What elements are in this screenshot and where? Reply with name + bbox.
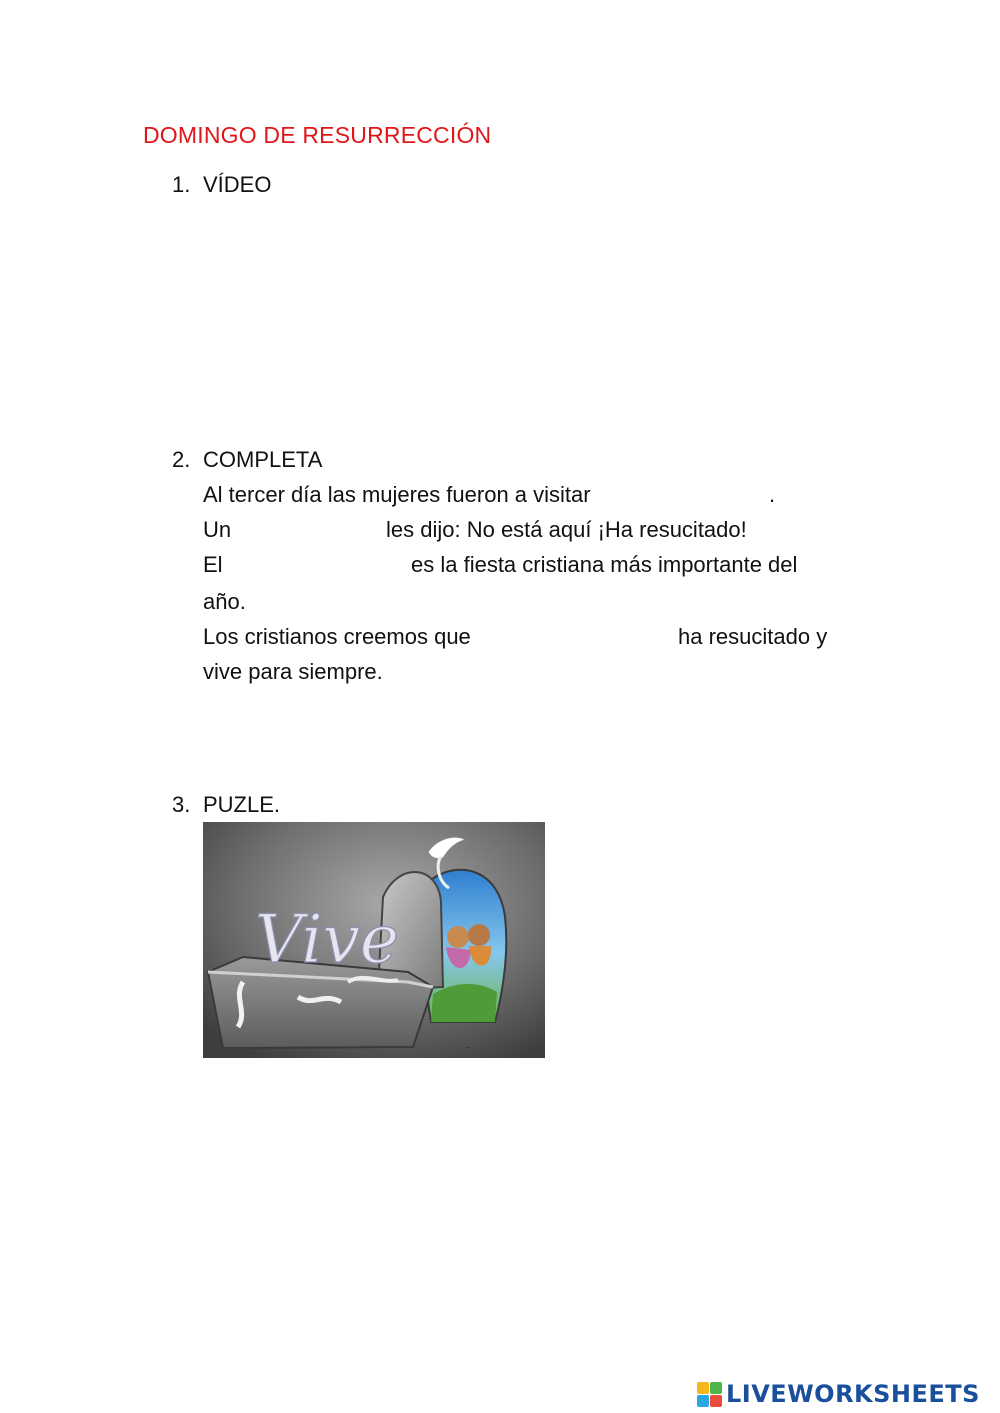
section-2-number: 2.: [172, 447, 191, 472]
blank-input-4[interactable]: [503, 624, 673, 652]
section-1-label: VÍDEO: [203, 172, 272, 197]
empty-tomb-illustration-icon: [203, 822, 545, 1058]
liveworksheets-mark-icon: [697, 1382, 722, 1407]
completa-line-3-start: El: [203, 552, 223, 577]
completa-line-6: vive para siempre.: [203, 659, 383, 684]
completa-line-2-end: les dijo: No está aquí ¡Ha resucitado!: [386, 517, 747, 542]
blank-input-1[interactable]: [642, 482, 767, 510]
completa-line-5-end: ha resucitado y: [678, 624, 828, 649]
page-title: DOMINGO DE RESURRECCIÓN: [143, 122, 492, 148]
liveworksheets-logo: [697, 1377, 980, 1411]
section-1-number: 1.: [172, 172, 191, 197]
section-3-number: 3.: [172, 792, 191, 817]
liveworksheets-brand-text: LIVEWORKSHEETS: [726, 1380, 980, 1408]
blank-input-3[interactable]: [228, 552, 406, 580]
blank-input-2[interactable]: [240, 517, 382, 545]
section-3-label: PUZLE.: [203, 792, 281, 817]
completa-line-1-start: Al tercer día las mujeres fueron a visitar: [203, 482, 591, 507]
completa-line-4: año.: [203, 589, 246, 614]
completa-line-1-end: .: [769, 482, 776, 507]
puzzle-image-word: Vive: [255, 901, 399, 978]
section-2-label: COMPLETA: [203, 447, 323, 472]
completa-line-5-start: Los cristianos creemos que: [203, 624, 471, 649]
puzzle-image[interactable]: [203, 822, 545, 1058]
completa-line-3-end: es la fiesta cristiana más importante del: [411, 552, 798, 577]
completa-line-2-start: Un: [203, 517, 232, 542]
svg-text:~: ~: [465, 1043, 472, 1052]
